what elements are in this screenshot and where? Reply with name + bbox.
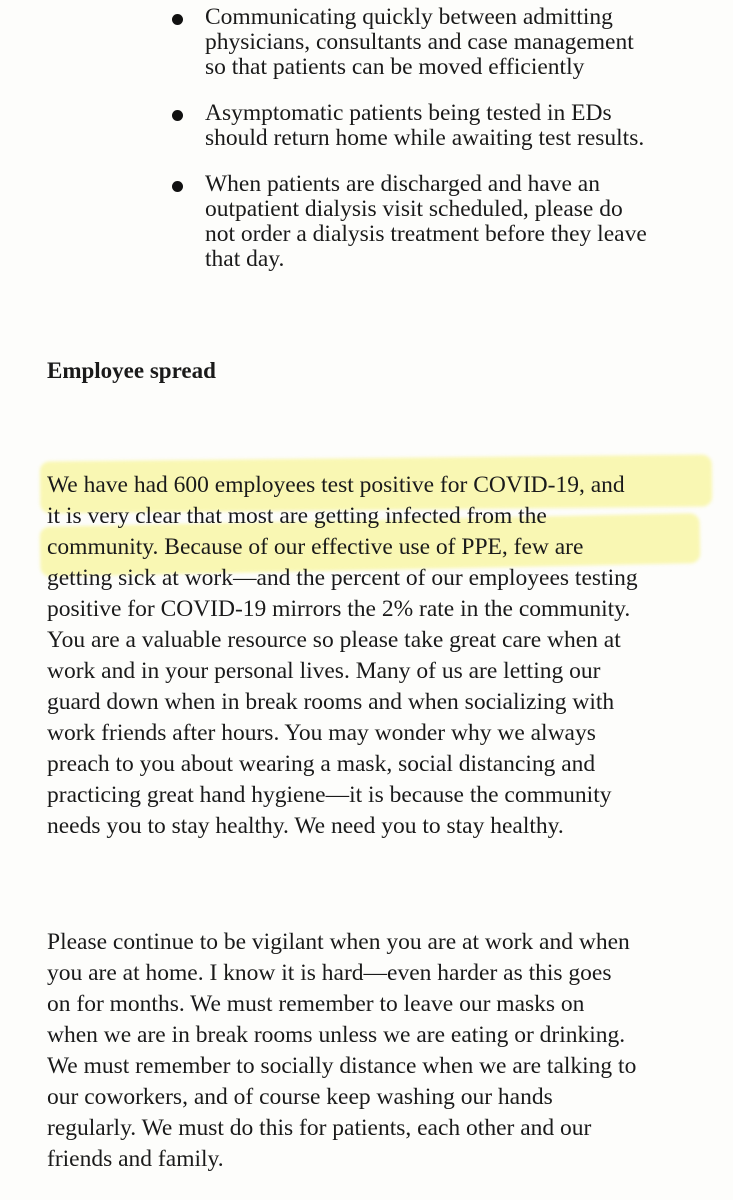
- paragraph-line: Please continue to be vigilant when you are at work and when: [47, 929, 630, 955]
- paragraph-line: We have had 600 employees test positive for COVID-19, and: [47, 472, 625, 498]
- bullet-line: When patients are discharged and have an: [205, 171, 600, 197]
- paragraph-line: getting sick at work—and the percent of our employees testing: [47, 565, 638, 591]
- bullet-dot-icon: [172, 14, 183, 25]
- paragraph-line: you are at home. I know it is hard—even harder as this goes: [47, 960, 612, 986]
- bullet-line: that day.: [205, 246, 285, 272]
- bullet-line: outpatient dialysis visit scheduled, please do: [205, 196, 623, 222]
- bullet-line: Communicating quickly between admitting: [205, 4, 613, 30]
- paragraph-line: preach to you about wearing a mask, social distancing and: [47, 751, 596, 777]
- paragraph-line: community. Because of our effective use of PPE, few are: [47, 534, 584, 560]
- bullet-line: not order a dialysis treatment before they leave: [205, 221, 647, 247]
- paragraph-line: work friends after hours. You may wonder why we always: [47, 720, 596, 746]
- paragraph-line: when we are in break rooms unless we are eating or drinking.: [47, 1022, 626, 1048]
- bullet-line: physicians, consultants and case management: [205, 29, 634, 55]
- paragraph-line: work and in your personal lives. Many of us are letting our: [47, 658, 601, 684]
- paragraph-line: it is very clear that most are getting infected from the: [47, 503, 547, 529]
- paragraph-line: needs you to stay healthy. We need you to stay healthy.: [47, 813, 564, 839]
- bullet-dot-icon: [172, 110, 183, 121]
- paragraph-line: We must remember to socially distance when we are talking to: [47, 1053, 637, 1079]
- section-heading: Employee spread: [47, 358, 216, 383]
- paragraph-line: our coworkers, and of course keep washing our hands: [47, 1084, 553, 1110]
- paragraph-line: on for months. We must remember to leave our masks on: [47, 991, 585, 1017]
- bullet-line: should return home while awaiting test results.: [205, 125, 645, 151]
- paragraph-line: friends and family.: [47, 1146, 224, 1172]
- bullet-dot-icon: [172, 181, 183, 192]
- bullet-line: so that patients can be moved efficiently: [205, 54, 585, 80]
- bullet-line: Asymptomatic patients being tested in EDs: [205, 100, 612, 126]
- paragraph-line: guard down when in break rooms and when socializing with: [47, 689, 615, 715]
- paragraph-line: You are a valuable resource so please take great care when at: [47, 627, 621, 653]
- paragraph-line: positive for COVID-19 mirrors the 2% rate in the community.: [47, 596, 631, 622]
- paragraph-line: practicing great hand hygiene—it is because the community: [47, 782, 612, 808]
- paragraph-line: regularly. We must do this for patients, each other and our: [47, 1115, 592, 1141]
